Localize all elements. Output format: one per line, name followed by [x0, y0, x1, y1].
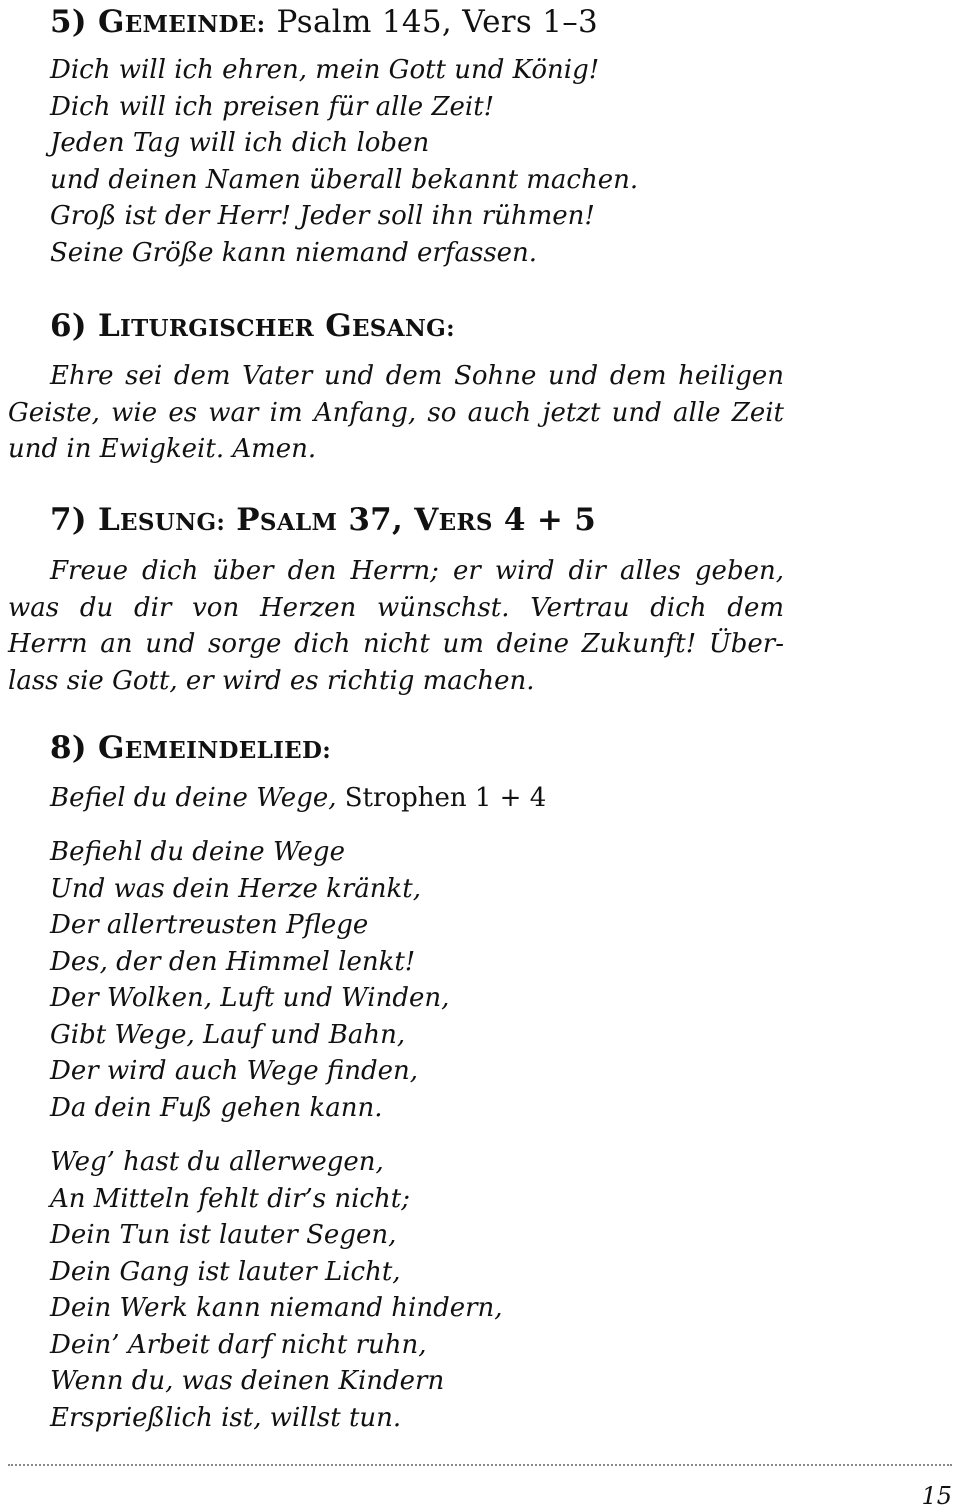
stanza-line: Dein Gang ist lauter Licht,: [50, 1256, 401, 1287]
hymn-stanza-2: [50, 1144, 503, 1436]
section-8-label-initial: G: [97, 730, 125, 766]
section-8-number: 8): [50, 730, 87, 766]
reading-line: Freue dich über den Herrn; er wird dir alles geben,: [50, 556, 784, 586]
stanza-line: Dein Werk kann niemand hindern,: [50, 1293, 503, 1323]
section-5-heading: [50, 4, 598, 43]
psalm-line: und deinen Namen überall bekannt machen.: [50, 164, 639, 195]
section-6-heading: [50, 308, 455, 347]
stanza-line: Ersprießlich ist, willst tun.: [50, 1402, 402, 1433]
psalm-line: Dich will ich ehren, mein Gott und König!: [50, 55, 600, 85]
section-8-heading: [50, 730, 331, 769]
section-7-word2-initial: P: [236, 502, 260, 538]
section-7-word4-rest: ERS: [438, 509, 493, 536]
hymn-title: Befiel du deine Wege,: [50, 783, 337, 813]
stanza-line: Da dein Fuß gehen kann.: [50, 1092, 383, 1123]
stanza-line: An Mitteln fehlt dir’s nicht;: [50, 1183, 410, 1214]
hymn-stanzas: Strophen 1 + 4: [344, 783, 547, 813]
stanza-line: Befiehl du deine Wege: [50, 837, 345, 867]
section-6-word1-rest: ITURGISCHER: [120, 315, 315, 342]
section-7-verses: 4 + 5: [503, 502, 597, 538]
section-5-label-rest: EMEINDE:: [124, 11, 266, 38]
psalm-line: Dich will ich preisen für alle Zeit!: [50, 91, 495, 122]
psalm-line: Jeden Tag will ich dich loben: [50, 128, 430, 158]
psalm-line: Groß ist der Herr! Jeder soll ihn rühmen!: [50, 201, 595, 231]
reading-line: was du dir von Herzen wünschst. Vertrau dich dem: [8, 592, 784, 623]
stanza-line: Der Wolken, Luft und Winden,: [50, 983, 450, 1013]
reading-line: Herrn an und sorge dich nicht um deine Zukunft! Über-: [8, 629, 784, 659]
section-5-number: 5): [50, 4, 87, 40]
footer-divider: [8, 1464, 952, 1466]
section-7-word2-rest: SALM: [259, 509, 338, 536]
section-6-number: 6): [50, 308, 87, 344]
stanza-line: Dein Tun ist lauter Segen,: [50, 1220, 397, 1250]
stanza-line: Und was dein Herze kränkt,: [50, 873, 422, 904]
section-7-psalm-number: 37,: [348, 502, 404, 538]
section-7-word4-initial: V: [414, 502, 439, 538]
hymn-reference: [50, 780, 546, 816]
stanza-line: Der allertreusten Pflege: [50, 910, 369, 940]
gloria-line: Geiste, wie es war im Anfang, so auch jetzt und alle Zeit: [8, 397, 784, 428]
section-6-word2-rest: ESANG:: [351, 315, 455, 342]
section-7-reading-text: [8, 553, 784, 699]
stanza-line: Dein’ Arbeit darf nicht ruhn,: [50, 1329, 427, 1360]
section-5-psalm-text: [50, 52, 638, 271]
section-6-gloria-text: [8, 358, 784, 468]
stanza-line: Wenn du, was deinen Kindern: [50, 1366, 445, 1396]
section-5-label-initial: G: [97, 4, 125, 40]
section-7-number: 7): [50, 502, 87, 538]
hymn-stanza-1: [50, 834, 449, 1126]
stanza-line: Des, der den Himmel lenkt!: [50, 946, 416, 977]
section-7-heading: [50, 502, 596, 541]
section-6-word2-initial: G: [325, 308, 352, 344]
section-7-word1-initial: L: [97, 502, 121, 538]
stanza-line: Der wird auch Wege finden,: [50, 1056, 419, 1086]
section-6-word1-initial: L: [97, 308, 121, 344]
stanza-line: Gibt Wege, Lauf und Bahn,: [50, 1019, 406, 1050]
reading-line: lass sie Gott, er wird es richtig machen.: [8, 665, 535, 696]
section-7-word1-rest: ESUNG:: [120, 509, 226, 536]
page-number: 15: [921, 1482, 952, 1510]
section-8-label-rest: EMEINDELIED:: [124, 737, 331, 764]
gloria-line: und in Ewigkeit. Amen.: [8, 434, 317, 464]
gloria-line: Ehre sei dem Vater und dem Sohne und dem heiligen: [50, 361, 784, 391]
psalm-line: Seine Größe kann niemand erfassen.: [50, 237, 538, 268]
section-5-reference: Psalm 145, Vers 1–3: [276, 4, 599, 40]
stanza-line: Weg’ hast du allerwegen,: [50, 1147, 384, 1177]
